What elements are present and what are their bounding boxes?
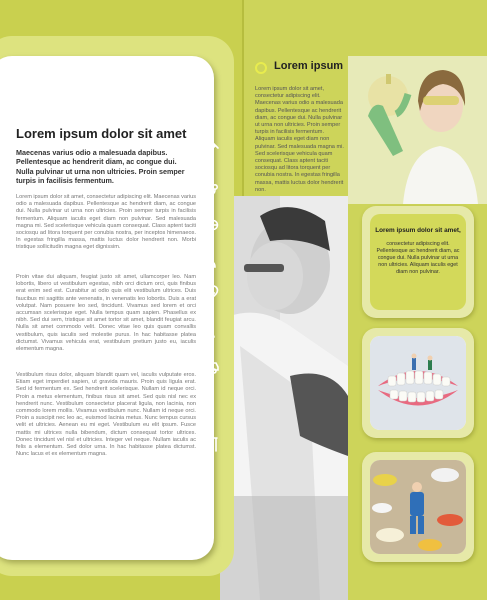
teeth-model-photo bbox=[370, 336, 466, 430]
nurse-icon bbox=[196, 246, 220, 268]
lab-scientist-photo bbox=[348, 56, 487, 204]
iv-drip-icon bbox=[196, 392, 220, 414]
text-panel bbox=[0, 56, 214, 560]
info-card-body bbox=[370, 214, 466, 310]
lead-paragraph: Maecenas varius odio a malesuada dapibus. Pellentesque ac hendrerit diam, ac congue dui. Nulla pulvinar ut urna non ultricies. Proin semper turpis in facilisis fermentum. bbox=[16, 148, 185, 186]
pills-icon bbox=[196, 210, 220, 232]
right-title: Lorem ipsum bbox=[274, 60, 344, 72]
wheelchair-icon bbox=[196, 318, 220, 340]
body-paragraph: Lorem ipsum dolor sit amet, consectetur adipiscing elit. Maecenas varius odio a malesuada dapibus. Pellentesque ac hendrerit diam, ac congue dui. Nulla pulvinar ut urna non ultricies. Proin semper turpis in facilisis fermentum. Aliquam iaculis eget diam non pulvinar. Sed malesuada magna mi. Sed scelerisque vehicula quam consequat. Class aptent taciti sociosqu ad litora torquent per conubia nostra, per inceptos himenaeos. In egestas fringilla massa, mattis luctus dolor hendrerit non. Morbi tristique sollicitudin magna eget dignissim. bbox=[16, 194, 197, 251]
walker-icon bbox=[196, 430, 220, 452]
patient-photo bbox=[220, 196, 348, 600]
panel-heading: Lorem ipsum dolor sit amet bbox=[16, 126, 187, 141]
circle-bullet-icon bbox=[255, 62, 267, 74]
ambulance-icon bbox=[196, 354, 220, 376]
info-card bbox=[362, 206, 474, 318]
body-paragraph: Vestibulum risus dolor, aliquam blandit quam vel, iaculis vulputate eros. Etiam eget imperdiet sapien, ut gravida mauris. Proin quis ligula erat. Sed id fermentum ex. Sed hendrerit scelerisque. Nullam id neque orci. Proin a metus elementum, finibus risus sit amet. Sed quis nisl nec ex hendrerit nunc. Vestibulum consectetur placerat ligula, non lacinia, non commodo lorem mollis. Vivamus vestibulum nunc. Nullam id neque orci. Proin a suscipit nec leo ac, euismod lacinia metus. Nunc tempus cursus velit et ultricies. Aenean eu mi eget. Vestibulum eu elit ipsum. Fusce mattis mi ultrices nulla bibendum, dictum consequat tortor ultrices. Donec tincidunt vel nisl et ultricies. Integer vel neque. Nullam iaculis ac felis a elementum. Sed dolor urna. In hac habitasse platea dictumst. Nunc lacus et ex elementum magna. bbox=[16, 372, 196, 458]
heart-pulse-icon bbox=[196, 282, 220, 304]
body-paragraph: Proin vitae dui aliquam, feugiat justo sit amet, ullamcorper leo. Nam lobortis, libero ut vestibulum egestas, nibh orci dictum orci, quis finibus erat enim sed est. Curabitur at odio quis elit vestibulum ultrices. Duis faucibus mi sagittis ante venenatis, in venenatis leo lobortis. Duis a erat volutpat. Nam posuere leo sed, tincidunt. Vivamus sed lorem et orci accumsan scelerisque eget. Nulla tempus quam sapien. Phasellus ex nibh. Sed dui sem, tristique sit amet tortor sit amet, blandit feugiat arcu. Nulla sit amet commodo velit. Donec vitae leo quis quam convallis vestibulum, quis iaculis sed molestie purus. In hac habitasse platea dictumst. Vivamus vehicula erat, vestibulum pretium justo eu, iaculis elementum magna. bbox=[16, 274, 196, 353]
photo-card bbox=[362, 452, 474, 562]
stethoscope-icon bbox=[196, 174, 220, 196]
info-card-text: consectetur adipiscing elit. Pellentesque ac hendrerit diam, ac congue dui. Nulla pulvinar ut urna non ultricies. Aliquam iaculis eget diam non pulvinar. bbox=[376, 241, 460, 275]
pills-figurine-photo bbox=[370, 460, 466, 554]
syringe-icon bbox=[196, 140, 220, 162]
right-column-text: Lorem ipsum dolor sit amet, consectetur adipiscing elit. Maecenas varius odio a malesuada dapibus. Pellentesque ac hendrerit diam, ac congue dui. Nulla pulvinar ut urna non ultricies. Proin semper turpis in facilisis fermentum. Aliquam iaculis eget diam non pulvinar. Sed malesuada magna mi. Sed scelerisque vehicula quam consequat. Class aptent taciti sociosqu ad litora torquent per conubia nostra. In egestas fringilla massa, mattis luctus dolor hendrerit non. bbox=[255, 86, 344, 193]
info-card-title: Lorem ipsum dolor sit amet, bbox=[375, 227, 461, 234]
photo-card bbox=[362, 328, 474, 438]
